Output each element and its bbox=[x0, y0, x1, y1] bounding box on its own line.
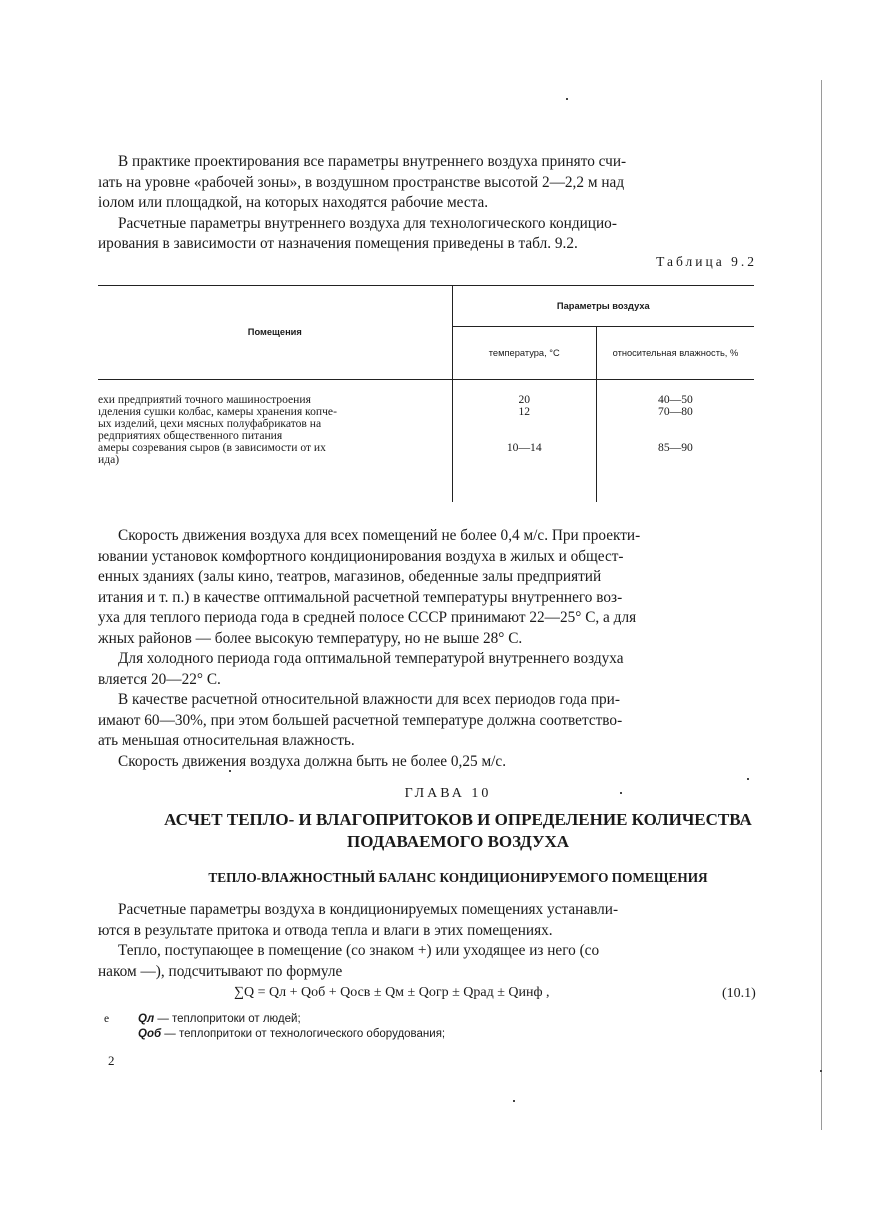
chapter-title-line1: АСЧЕТ ТЕПЛО- И ВЛАГОПРИТОКОВ И ОПРЕДЕЛЕНИЕ КОЛИЧЕСТВА bbox=[164, 810, 752, 829]
scan-speck bbox=[820, 1070, 822, 1072]
text-line: жных районов — более высокую температуру, но не выше 28° С. bbox=[98, 629, 523, 647]
text-line: вляется 20—22° С. bbox=[98, 670, 221, 688]
scan-speck bbox=[566, 98, 568, 100]
note-line bbox=[104, 1027, 445, 1042]
text-line: Расчетные параметры внутреннего воздуха для технологического кондицио- bbox=[118, 214, 617, 232]
text-line: В практике проектирования все параметры внутреннего воздуха принято счи- bbox=[118, 153, 627, 170]
room-cell: ида) bbox=[98, 454, 120, 466]
text-line: имают 60—30%, при этом большей расчетной температуре должна соответство- bbox=[98, 711, 623, 729]
note-prefix: е bbox=[104, 1013, 110, 1025]
temp-cell: 12 bbox=[452, 406, 596, 442]
temp-cell: 20 bbox=[452, 380, 596, 407]
scan-speck bbox=[229, 770, 231, 772]
note-text: — теплопритоки от технологического оборудования; bbox=[164, 1028, 446, 1040]
scan-speck bbox=[747, 778, 749, 780]
text-line: ать меньшая относительная влажность. bbox=[98, 732, 355, 749]
room-cell: амеры созревания сыров (в зависимости от их bbox=[98, 442, 326, 454]
table-caption: Таблица 9.2 bbox=[656, 254, 757, 269]
temp-cell: 10—14 bbox=[452, 442, 596, 502]
text-line: Для холодного периода года оптимальной температурой внутреннего воздуха bbox=[118, 650, 624, 667]
note-line bbox=[104, 1012, 445, 1027]
text-line: Расчетные параметры воздуха в кондиционируемых помещениях устанавли- bbox=[118, 901, 619, 918]
col-header-hum: относительная влажность, % bbox=[596, 327, 754, 380]
room-cell: ехи предприятий точного машиностроения bbox=[98, 394, 311, 406]
room-cell: ıделения сушки колбас, камеры хранения копче- bbox=[98, 406, 337, 418]
scan-speck bbox=[513, 1100, 515, 1102]
text-line: уха для теплого периода года в средней полосе СССР принимают 22—25° С, а для bbox=[98, 609, 637, 626]
table-row bbox=[98, 380, 754, 407]
page-edge-line bbox=[821, 80, 822, 1130]
chapter-title-line2: ПОДАВАЕМОГО ВОЗДУХА bbox=[346, 832, 570, 851]
note-text: — теплопритоки от людей; bbox=[157, 1013, 301, 1025]
heat-balance-formula: ∑Q = Qл + Qоб + Qосв ± Qм ± Qогр ± Qрад ± Qинф , bbox=[234, 985, 550, 1000]
text-line: іолом или площадкой, на которых находятся рабочие места. bbox=[98, 194, 489, 211]
col-header-temp: температура, °C bbox=[452, 327, 596, 380]
room-cell: редприятиях общественного питания bbox=[98, 430, 283, 442]
note-symbol: Qл bbox=[138, 1013, 155, 1025]
hum-cell: 85—90 bbox=[596, 442, 754, 502]
note-symbol: Qоб bbox=[138, 1028, 162, 1040]
intro-paragraph bbox=[98, 152, 760, 255]
text-line: ıать на уровне «рабочей зоны», в воздушном пространстве высотой 2—2,2 м над bbox=[98, 173, 625, 191]
text-line: Скорость движения воздуха должна быть не более 0,25 м/с. bbox=[118, 752, 507, 770]
section-heading: ТЕПЛО-ВЛАЖНОСТНЫЙ БАЛАНС КОНДИЦИОНИРУЕМОГО ПОМЕЩЕНИЯ bbox=[208, 870, 708, 885]
body-paragraph bbox=[98, 526, 760, 772]
text-line: итания и т. п.) в качестве оптимальной расчетной температуры внутреннего воз- bbox=[98, 588, 623, 606]
table-row bbox=[98, 442, 754, 502]
hum-cell: 40—50 bbox=[596, 380, 754, 407]
room-cell: ых изделий, цехи мясных полуфабрикатов на bbox=[98, 418, 322, 430]
text-line: Тепло, поступающее в помещение (со знаком +) или уходящее из него (со bbox=[118, 942, 600, 959]
text-line: В качестве расчетной относительной влажности для всех периодов года при- bbox=[118, 691, 620, 708]
section-paragraph bbox=[98, 900, 760, 982]
table-row bbox=[98, 406, 754, 442]
text-line: ювании установок комфортного кондиционирования воздуха в жилых и общест- bbox=[98, 547, 624, 565]
hum-cell: 70—80 bbox=[596, 406, 754, 442]
scan-speck bbox=[620, 792, 622, 794]
formula-number: (10.1) bbox=[722, 986, 756, 1001]
text-line: енных зданиях (залы кино, театров, магазинов, обеденные залы предприятий bbox=[98, 568, 602, 585]
text-line: Скорость движения воздуха для всех помещений не более 0,4 м/с. При проекти- bbox=[118, 527, 641, 544]
text-line: ирования в зависимости от назначения помещения приведены в табл. 9.2. bbox=[98, 235, 578, 252]
text-line: ются в результате притока и отвода тепла и влаги в этих помещениях. bbox=[98, 921, 553, 939]
page-number: 2 bbox=[108, 1053, 115, 1068]
air-parameters-table bbox=[98, 285, 754, 502]
text-line: наком —), подсчитывают по формуле bbox=[98, 962, 343, 980]
formula-notes bbox=[104, 1012, 445, 1042]
col-header-room: Помещения bbox=[98, 286, 452, 380]
col-header-params: Параметры воздуха bbox=[452, 286, 754, 327]
chapter-label: ГЛАВА 10 bbox=[404, 786, 492, 801]
